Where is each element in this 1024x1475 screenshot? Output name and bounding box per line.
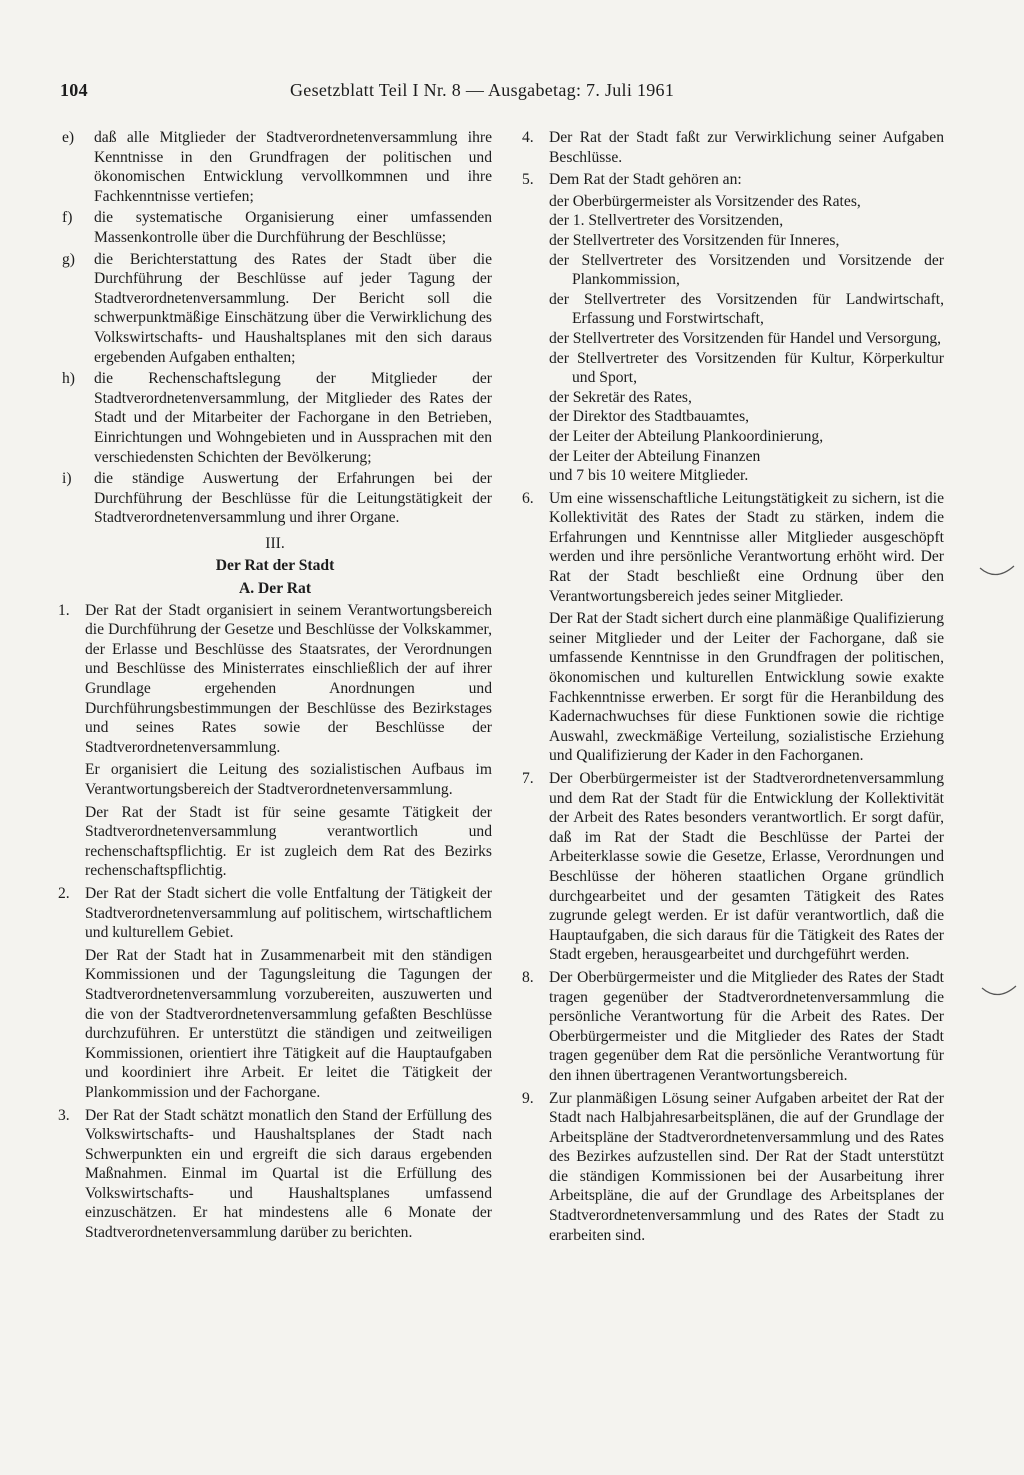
paragraph-number: 6. xyxy=(522,489,534,507)
page-header xyxy=(60,80,970,101)
item-text: daß alle Mitglieder der Stadtverordnetenversammlung ihre Kenntnisse in den Grundfragen der politischen und ökonomischen Entwicklung vervollkommnen und ihre Fachkenntnisse vertiefen; xyxy=(94,129,492,205)
paragraph-6-continuation: Der Rat der Stadt sichert durch eine planmäßige Qualifizierung seiner Mitglieder und der Leiter der Fachorgane, daß sie umfassende Kenntnisse in den Grundfragen der politischen, ökonomischen und kulturellen Entwicklung sowie exakte Fachkenntnisse erwerben. Er sorgt für die Heranbildung des Kadernachwuchses für diese Funktionen sowie die richtige Auswahl, zweckmäßige Verteilung, sozialistische Erziehung und Qualifizierung der Kader in den Fachorganen. xyxy=(549,610,944,765)
paragraph-9 xyxy=(522,1089,944,1246)
list-item-e xyxy=(58,128,492,206)
item-label: i) xyxy=(62,470,72,488)
item-text: die ständige Auswertung der Erfahrungen bei der Durchführung der Beschlüsse für die Leitungstätigkeit der Stadtverordnetenversammlung und ihrer Organe. xyxy=(94,470,492,527)
item-text: die Berichterstattung des Rates der Stadt über die Durchführung der Beschlüsse auf jeder Tagung der Stadtverordnetenversammlung. Der Bericht soll die schwerpunktmäßige Einschätzung über die Verwirklichung des Volkswirtschafts- und Haushaltsplanes mit den sich daraus ergebenden Aufgaben enthalten; xyxy=(94,250,492,366)
item-label: f) xyxy=(62,209,73,227)
paragraph-number: 9. xyxy=(522,1089,534,1107)
list-item: der Stellvertreter des Vorsitzenden und Vorsitzende der Plankommission, xyxy=(549,251,944,289)
paragraph-number: 5. xyxy=(522,171,534,189)
paragraph-text: Dem Rat der Stadt gehören an: xyxy=(549,171,742,189)
paragraph-text: Der Oberbürgermeister und die Mitglieder des Rates der Stadt tragen gegenüber der Stadtverordnetenversammlung die persönliche Verantwortung für die Arbeit des Rates. Der Oberbürgermeister und die Mitglieder des Rates der Stadt tragen gegenüber dem Rat die persönliche Verantwortung für den ihnen übertragenen Verantwortungsbereich. xyxy=(549,968,944,1084)
paragraph-2 xyxy=(58,884,492,943)
item-label: g) xyxy=(62,250,75,268)
paragraph-text: Der Oberbürgermeister ist der Stadtverordnetenversammlung und dem Rat der Stadt für die Entwicklung der Kollektivität der Arbeit des Rates besonders verantwortlich. Er sorgt dafür, daß im Rat der Stadt die Beschlüsse der Partei der Arbeiterklasse sowie die Gesetze, Erlasse, Verordnungen und Beschlüsse der höheren staatlichen Organe gründlich durchgearbeitet und der gesamten Tätigkeit des Rates zugrunde gelegt werden. Er ist dafür verantwortlich, daß die Hauptaufgaben, die sich daraus für die Tätigkeit des Rates der Stadt ergeben, herausgearbeitet und durchgeführt werden. xyxy=(549,770,944,964)
paragraph-2-continuation: Der Rat der Stadt hat in Zusammenarbeit mit den ständigen Kommissionen und der Tagungsleitung die Tagungen der Stadtverordnetenversammlung vorzubereiten, auszuwerten und die von der Stadtverordnetenversammlung gefaßten Beschlüsse durchzuführen. Er unterstützt die ständigen und zeitweiligen Kommissionen, orientiert ihre Tätigkeit auf die Hauptaufgaben und koordiniert ihre Arbeit. Er leitet die Tätigkeit der Plankommission und der Fachorgane. xyxy=(85,946,492,1101)
list-item: der Sekretär des Rates, xyxy=(549,388,692,406)
section-number: III. xyxy=(265,534,285,552)
header-title: Gesetzblatt Teil I Nr. 8 — Ausgabetag: 7. Juli 1961 xyxy=(290,80,675,100)
list-item: der Stellvertreter des Vorsitzenden für Inneres, xyxy=(549,231,840,249)
paragraph-3 xyxy=(58,1106,492,1243)
item-text: die systematische Organisierung einer umfassenden Massenkontrolle über die Durchführung der Beschlüsse; xyxy=(94,209,492,246)
list-item: der Stellvertreter des Vorsitzenden für Kultur, Körperkultur und Sport, xyxy=(549,349,944,387)
list-item: der Oberbürgermeister als Vorsitzender des Rates, xyxy=(549,192,861,210)
paragraph-1-continuation: Er organisiert die Leitung des sozialistischen Aufbaus im Verantwortungsbereich der Stadtverordnetenversammlung. xyxy=(85,761,492,798)
paragraph-text: Der Rat der Stadt schätzt monatlich den Stand der Erfüllung des Volkswirtschafts- und Haushaltsplanes der Stadt nach Schwerpunkten ein und ergreift die sich daraus ergebenden Maßnahmen. Einmal im Quartal ist die Erfüllung des Volkswirtschafts- und Haushaltsplanes umfassend einzuschätzen. Er hat mindestens alle 6 Monate der Stadtverordnetenversammlung darüber zu berichten. xyxy=(85,1106,492,1242)
right-column xyxy=(522,128,944,1247)
paragraph-4 xyxy=(522,128,944,167)
paragraph-number: 7. xyxy=(522,770,534,787)
council-members-list xyxy=(549,192,944,486)
paragraph-1-continuation-2: Der Rat der Stadt ist für seine gesamte Tätigkeit der Stadtverordnetenversammlung verantwortlich und rechenschaftspflichtig. Er ist zugleich dem Rat des Bezirks rechenschaftspflichtig. xyxy=(85,803,492,880)
item-label: h) xyxy=(62,370,75,388)
paragraph-text: Um eine wissenschaftliche Leitungstätigkeit zu sichern, ist die Kollektivität des Rates der Stadt zu stärken, indem die Erfahrungen und Kenntnisse aller Mitglieder ausgeschöpft werden und ihre persönliche Verantwortung erhöht wird. Der Rat der Stadt beschließt eine Ordnung über den Verantwortungsbereich jedes seiner Mitglieder. xyxy=(549,489,944,605)
paragraph-number: 3. xyxy=(58,1106,70,1124)
paragraph-text: Der Rat der Stadt sichert die volle Entfaltung der Tätigkeit der Stadtverordnetenversammlung auf politischem, wirtschaftlichem und kulturellem Gebiet. xyxy=(85,884,492,942)
paragraph-7 xyxy=(522,769,944,965)
list-item: der 1. Stellvertreter des Vorsitzenden, xyxy=(549,212,784,230)
item-label: e) xyxy=(62,129,75,146)
paragraph-text: Zur planmäßigen Lösung seiner Aufgaben arbeitet der Rat der Stadt nach Halbjahresarbeitsplänen, die auf der Grundlage der Arbeitspläne der Stadtverordnetenversammlung und des Rates des Bezirkes aufzustellen sind. Der Rat der Stadt unterstützt die ständigen Kommissionen bei der Ausarbeitung ihrer Arbeitspläne, die auf der Grundlage des Arbeitsplanes der Stadtverordnetenversammlung und des Rates der Stadt zu erarbeiten sind. xyxy=(549,1089,944,1244)
paragraph-number: 4. xyxy=(522,129,534,146)
paragraph-6 xyxy=(522,489,944,607)
subsection-title: A. Der Rat xyxy=(238,580,312,598)
section-title: Der Rat der Stadt xyxy=(215,557,335,575)
item-text: die Rechenschaftslegung der Mitglieder der Stadtverordnetenversammlung, der Mitglieder des Rates der Stadt und der Mitarbeiter der Fachorgane in den Betrieben, Einrichtungen und Wohngebieten und in Aussprachen mit den verschiedensten Schichten der Bevölkerung; xyxy=(94,370,492,466)
list-item: der Direktor des Stadtbauamtes, xyxy=(549,408,750,426)
paragraph-number: 2. xyxy=(58,884,70,902)
list-item: der Leiter der Abteilung Plankoordinierung, xyxy=(549,427,824,445)
list-item: der Stellvertreter des Vorsitzenden für Handel und Versorgung, xyxy=(549,329,942,347)
list-item: und 7 bis 10 weitere Mitglieder. xyxy=(549,467,749,485)
list-item-f xyxy=(58,208,492,247)
paragraph-8 xyxy=(522,968,944,1086)
paragraph-text: Der Rat der Stadt faßt zur Verwirklichung seiner Aufgaben Beschlüsse. xyxy=(549,129,944,166)
margin-tick-mark xyxy=(980,980,1020,1010)
page-number: 104 xyxy=(60,80,88,100)
paragraph-text: Der Rat der Stadt organisiert in seinem Verantwortungsbereich die Durchführung der Gesetze und Beschlüsse der Volkskammer, der Erlasse und Beschlüsse des Staatsrates, der Verordnungen und Beschlüsse des Ministerrates einschließlich der auf ihrer Grundlage ergehenden Anordnungen und Durchführungsbestimmungen der Beschlüsse des Bezirkstages und seines Rates sowie der Beschlüsse der Stadtverordnetenversammlung. xyxy=(85,601,492,756)
list-item-g xyxy=(58,250,492,368)
list-item-h xyxy=(58,369,492,467)
paragraph-number: 8. xyxy=(522,968,534,986)
paragraph-1 xyxy=(58,601,492,758)
list-item: der Stellvertreter des Vorsitzenden für Landwirtschaft, Erfassung und Forstwirtschaft, xyxy=(549,290,944,328)
paragraph-5 xyxy=(522,170,944,190)
list-item-i xyxy=(58,469,492,528)
list-item: der Leiter der Abteilung Finanzen xyxy=(549,447,761,465)
paragraph-number: 1. xyxy=(58,601,70,619)
margin-tick-mark xyxy=(978,560,1018,590)
left-column xyxy=(58,128,492,1245)
